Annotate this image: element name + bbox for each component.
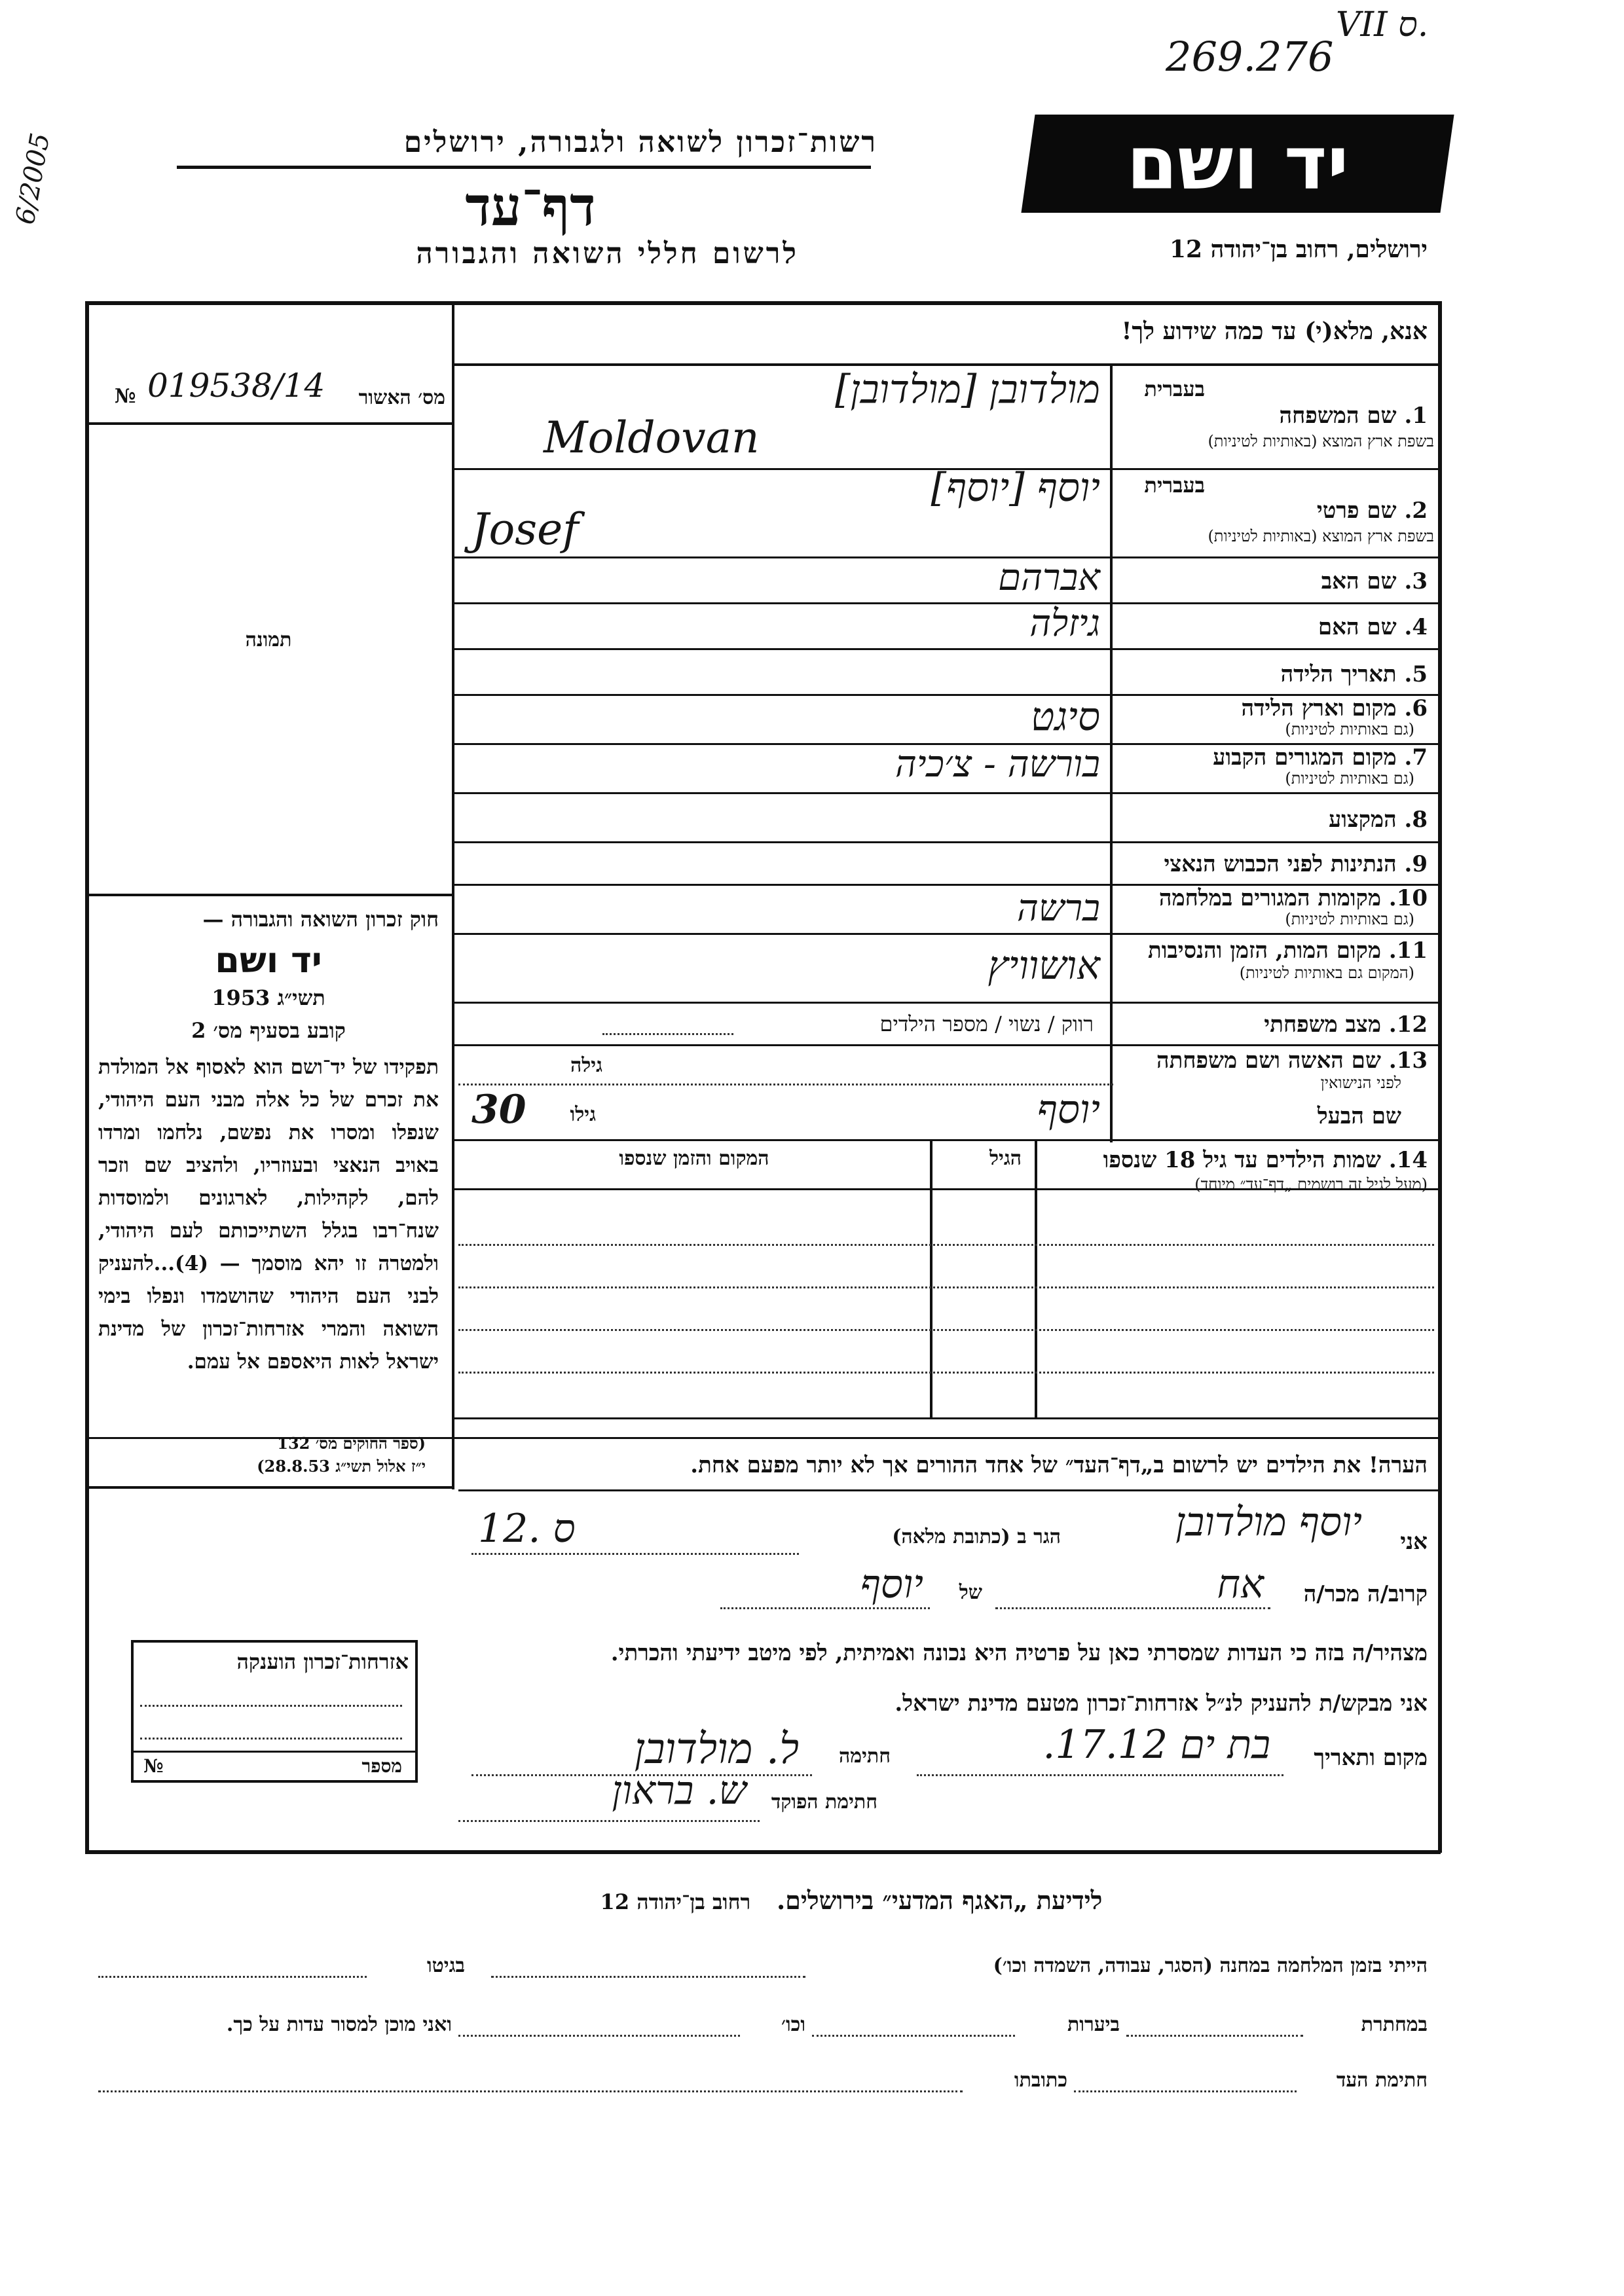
f11-value[interactable]: אושוויץ	[987, 943, 1100, 989]
f1-label	[1113, 403, 1428, 429]
f11-sub: (המקום גם באותיות לטיניות)	[1239, 964, 1414, 982]
approval-label: מס׳ האשור	[358, 386, 445, 409]
f5-label-text: תאריך הלידה	[1280, 661, 1397, 687]
f1-label-text: שם המשפחה	[1279, 403, 1397, 429]
f10-num: 10.	[1388, 885, 1428, 911]
f7-sub: (גם באותיות לטיניות)	[1285, 769, 1414, 788]
f2-label-text: שם פרטי	[1316, 498, 1397, 524]
law-body: תפקידו של יד־ושם הוא לאסוף אל המולדת את זכרם של כל אלה מבני העם היהודי, שנפלו ומסרו את נפשם, נלחמו ומרדו באויב הנאצי ובעוזריו, ולהציב שם וזכר להם, לקהילות, לארגונים ולמוסדות שנח־רבו בגלל השתייכותם לעם היהודי, ולמטרה זו יהא מוסמך — (4)...להעניק לבני העם היהודי שהושמדו ונפלו בימי השואה והמרי אזרחות־זכרון של מדינת ישראל לאות היאספם אל עמם.	[98, 1055, 439, 1374]
f3-value[interactable]: אברהם	[998, 556, 1100, 599]
f13-sub: לפני הנישואין	[1320, 1074, 1401, 1092]
side-note: 6/2005	[10, 130, 56, 227]
research-line2-d: ואני מוכן למסור עדות על כך.	[226, 2013, 452, 2036]
f2-num: 2.	[1404, 498, 1428, 524]
officer-label: חתימת הפוקד	[771, 1791, 877, 1813]
f14-num: 14.	[1388, 1147, 1428, 1173]
relation-value[interactable]: אח	[1217, 1561, 1264, 1607]
husband-value[interactable]: יוסף	[1037, 1087, 1100, 1133]
f13-label	[1113, 1048, 1428, 1074]
place-date-label: מקום ותאריך	[1314, 1745, 1428, 1771]
f9-num: 9.	[1404, 851, 1428, 877]
of-label: של	[959, 1581, 982, 1604]
form-subtitle: לרשום חללי השואה והגבורה	[416, 237, 799, 270]
f7-label	[1113, 744, 1428, 771]
form-title: דף־עד	[465, 175, 596, 238]
f14-label-text: שמות הילדים עד גיל 18 שנספו	[1103, 1147, 1381, 1173]
research-title	[458, 1886, 1244, 1916]
research-line2-a: במחתרת	[1361, 2013, 1428, 2036]
note: הערה! את הילדים יש לרשום ב„דף־העד״ של אחד ההורים אך לא יותר מפעם אחת.	[690, 1452, 1428, 1478]
citizenship-title: אזרחות־זכרון הוענקה	[236, 1649, 409, 1674]
f12-label	[1113, 1011, 1428, 1038]
f9-label	[1113, 851, 1428, 877]
citizenship-number-prefix: №	[143, 1755, 164, 1777]
archive-number: 269.276	[1166, 33, 1334, 81]
research-line2-c: וכו׳	[781, 2013, 805, 2036]
f10-label-text: מקומות המגורים במלחמה	[1158, 885, 1381, 911]
f4-label-text: שם האם	[1318, 614, 1397, 640]
f8-num: 8.	[1404, 807, 1428, 833]
f4-value[interactable]: גיזלה	[1029, 602, 1100, 645]
address: ירושלים, רחוב בן־יהודה 12	[1169, 236, 1428, 263]
approval-prefix: №	[115, 385, 136, 408]
photo-label: תמונה	[245, 629, 292, 651]
f6-label	[1113, 695, 1428, 721]
f10-sub: (גם באותיות לטיניות)	[1285, 910, 1414, 928]
citizenship-number-label: מספר	[361, 1755, 402, 1777]
f13-label-text: שם האשה ושם משפחתה	[1156, 1048, 1381, 1074]
logo-text: יד ושם	[1126, 121, 1349, 206]
decl-statement: מצהיר/ה בזה כי העדות שמסרתי כאן על פרטיה היא נכונה ואמיתית, לפי מיטב ידיעתי והכרתי.	[610, 1640, 1428, 1666]
research-line3-a: חתימת העד	[1336, 2069, 1428, 2092]
f13-age-label: גילה	[570, 1054, 602, 1077]
f9-label-text: הנתינות לפני הכבוש הנאצי	[1164, 851, 1397, 877]
approval-number: 019538/14	[147, 367, 325, 405]
f2-value-lat[interactable]: Josef	[471, 504, 579, 555]
f10-value[interactable]: ברשה	[1017, 887, 1100, 930]
research-address: רחוב בן־יהודה 12	[600, 1889, 751, 1914]
f6-sub: (גם באותיות לטיניות)	[1285, 720, 1414, 738]
husband-age-value[interactable]: 30	[471, 1087, 526, 1133]
f2-sub: בשפת ארץ המוצא (באותיות לטיניות)	[1208, 527, 1434, 545]
f12-options[interactable]: רווק / נשוי / מספר הילדים	[879, 1011, 1094, 1036]
relative-label: קרוב/ה מכר/ה	[1303, 1581, 1428, 1607]
law-year: תשי״ג 1953	[212, 985, 325, 1010]
research-title-text: לידיעת „האגף המדעי״ בירושלים.	[776, 1886, 1103, 1915]
f1-value-lat[interactable]: Moldovan	[544, 412, 760, 463]
f11-num: 11.	[1388, 938, 1428, 964]
corner-marks: VII ס.	[1336, 5, 1429, 45]
research-line1-a: הייתי בזמן המלחמה במחנה (הסגר, עבודה, השמדה וכו׳)	[993, 1954, 1428, 1977]
research-line3-b: כתובתו	[1014, 2069, 1067, 2092]
f6-num: 6.	[1404, 695, 1428, 721]
place-date-value[interactable]: בת ים 17.12.	[1043, 1722, 1270, 1768]
husband-age-label: גילו	[570, 1103, 596, 1126]
f1-value-he[interactable]: מולדובן [מולדובן]	[835, 367, 1100, 412]
decl-address[interactable]: 12. ס	[478, 1506, 576, 1552]
signature-label: חתימה	[839, 1745, 891, 1768]
signature-value[interactable]: ל. מולדובן	[634, 1725, 799, 1774]
f6-label-text: מקום וארץ הלידה	[1241, 695, 1397, 721]
declarant[interactable]: יוסף מולדובן	[1175, 1499, 1362, 1545]
f1-hebrew-tag: בעברית	[1144, 376, 1205, 401]
f5-num: 5.	[1404, 661, 1428, 687]
f3-label-text: שם האב	[1321, 568, 1397, 594]
f11-label	[1113, 938, 1428, 964]
f4-label	[1113, 614, 1428, 640]
f8-label	[1113, 807, 1428, 833]
law-ref-2: י״ז אלול תשי״ג 28.8.53)	[257, 1457, 426, 1476]
of-value[interactable]: יוסף	[860, 1561, 923, 1607]
f2-label	[1113, 498, 1428, 524]
f10-label	[1113, 885, 1428, 911]
f14-sub: (מעל לגיל זה רושמים „דף־עד״ מיוחד)	[1194, 1175, 1428, 1194]
f1-sub: בשפת ארץ המוצא (באותיות לטיניות)	[1208, 432, 1434, 450]
f4-num: 4.	[1404, 614, 1428, 640]
f2-value-he[interactable]: יוסף [יוסף]	[931, 465, 1100, 511]
f7-num: 7.	[1404, 744, 1428, 771]
f3-num: 3.	[1404, 568, 1428, 594]
f14-col-age: הגיל	[989, 1147, 1022, 1170]
f5-label	[1113, 661, 1428, 687]
law-section: קובע בסעיף מס׳ 2	[191, 1018, 346, 1043]
f12-num: 12.	[1388, 1011, 1428, 1038]
yad-vashem-logo	[1021, 115, 1454, 213]
officer-value[interactable]: ש. בראון	[612, 1768, 747, 1813]
f1-num: 1.	[1404, 403, 1428, 429]
authority-name: רשות־זכרון לשואה ולגבורה, ירושלים	[403, 126, 877, 159]
f3-label	[1113, 568, 1428, 594]
law-name: יד ושם	[215, 939, 322, 981]
decl-request: אני מבקש/ת להעניק לנ״ל אזרחות־זכרון מטעם מדינת ישראל.	[895, 1690, 1428, 1717]
intro-text: אנא, מלא(י) עד כמה שידוע לך!	[1121, 318, 1428, 345]
f14-label	[1041, 1147, 1428, 1173]
research-line1-b: בגיטו	[426, 1954, 465, 1977]
law-ref-1: (ספר החוקים מס׳ 132	[277, 1434, 426, 1453]
f12-label-text: מצב משפחתי	[1264, 1011, 1381, 1038]
research-line2-b: ביערות	[1067, 2013, 1120, 2036]
f14-col-place: המקום והזמן שנספו	[619, 1147, 769, 1170]
f8-label-text: המקצוע	[1328, 807, 1397, 833]
citizenship-box	[131, 1640, 418, 1783]
f6-value[interactable]: סיגט	[1031, 694, 1100, 740]
decl-i-label: אני	[1400, 1529, 1428, 1555]
f2-hebrew-tag: בעברית	[1144, 473, 1205, 498]
f13-num: 13.	[1388, 1048, 1428, 1074]
f11-label-text: מקום המות, הזמן והנסיבות	[1147, 938, 1381, 964]
decl-residing: הגר ב (כתובת מלאה)	[892, 1525, 1061, 1548]
f7-value[interactable]: בורשה - צ׳כיה	[895, 743, 1100, 786]
husband-label: שם הבעל	[1317, 1103, 1401, 1129]
law-title: חוק זכרון השואה והגבורה —	[202, 907, 439, 932]
f7-label-text: מקום המגורים הקבוע	[1213, 744, 1397, 771]
authority-underline	[177, 166, 871, 169]
